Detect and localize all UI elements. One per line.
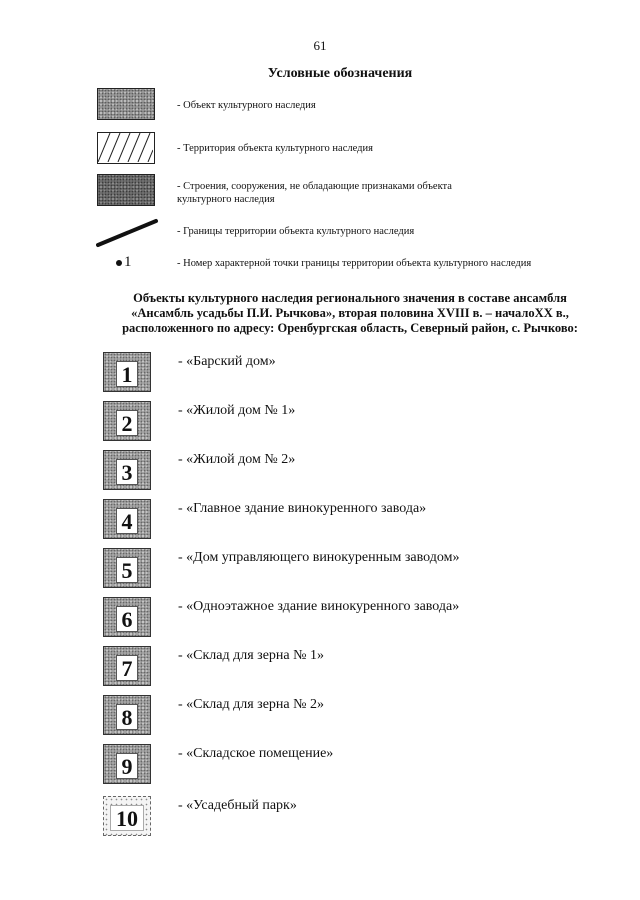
legend-item-territory-boundary: - Границы территории объекта культурного наследия — [177, 226, 415, 237]
object-number: 8 — [116, 704, 138, 730]
legend-item-heritage-object: - Объект культурного наследия — [177, 100, 316, 111]
object-label: - «Барский дом» — [178, 354, 276, 369]
page-number: 61 — [313, 38, 327, 53]
object-marker-icon — [103, 695, 151, 735]
object-number: 6 — [116, 606, 138, 632]
object-label: - «Дом управляющего винокуренным заводом» — [178, 550, 460, 565]
legend-item-point-number: - Номер характерной точки границы территории объекта культурного наследия — [177, 258, 532, 269]
object-label: - «Складское помещение» — [178, 746, 334, 761]
hatched-swatch-icon — [97, 132, 155, 164]
object-label: - «Одноэтажное здание винокуренного завода» — [178, 599, 460, 614]
object-number: 2 — [116, 410, 138, 436]
object-marker-icon — [103, 744, 151, 784]
object-label: - «Жилой дом № 1» — [178, 403, 296, 418]
object-marker-icon — [103, 646, 151, 686]
dark-gray-swatch-icon — [97, 174, 155, 206]
boundary-line-icon — [96, 218, 160, 248]
park-marker-icon — [103, 796, 151, 836]
object-marker-icon — [103, 450, 151, 490]
object-marker-icon — [103, 401, 151, 441]
object-marker-icon — [103, 597, 151, 637]
object-number: 3 — [116, 459, 138, 485]
object-marker-icon — [103, 352, 151, 392]
object-number: 9 — [116, 753, 138, 779]
section-title: Объекты культурного наследия регионального значения в составе ансамбля «Ансамбль усадьбы П.И. Рычкова», вторая половина XVIII в. – началоXX в., расположенного по адресу: Оренбургская область, Северный район, с. Рычково: — [122, 291, 578, 335]
object-label: - «Главное здание винокуренного завода» — [178, 501, 427, 516]
dotted-gray-swatch-icon — [97, 88, 155, 120]
object-number: 4 — [116, 508, 138, 534]
object-label: - «Склад для зерна № 2» — [178, 697, 324, 712]
object-number: 10 — [110, 805, 144, 831]
legend-title: Условные обозначения — [267, 66, 413, 81]
object-marker-icon — [103, 499, 151, 539]
object-label: - «Усадебный парк» — [178, 798, 297, 813]
legend-item-non-heritage-buildings: - Строения, сооружения, не обладающие признаками объекта культурного наследия — [177, 181, 452, 205]
object-number: 7 — [116, 655, 138, 681]
object-marker-icon — [103, 548, 151, 588]
object-number: 5 — [116, 557, 138, 583]
object-label: - «Жилой дом № 2» — [178, 452, 296, 467]
object-label: - «Склад для зерна № 1» — [178, 648, 324, 663]
point-marker-icon — [116, 254, 132, 271]
legend-item-heritage-territory: - Территория объекта культурного наследия — [177, 143, 373, 154]
point-marker-label: 1 — [124, 254, 132, 270]
object-number: 1 — [116, 361, 138, 387]
